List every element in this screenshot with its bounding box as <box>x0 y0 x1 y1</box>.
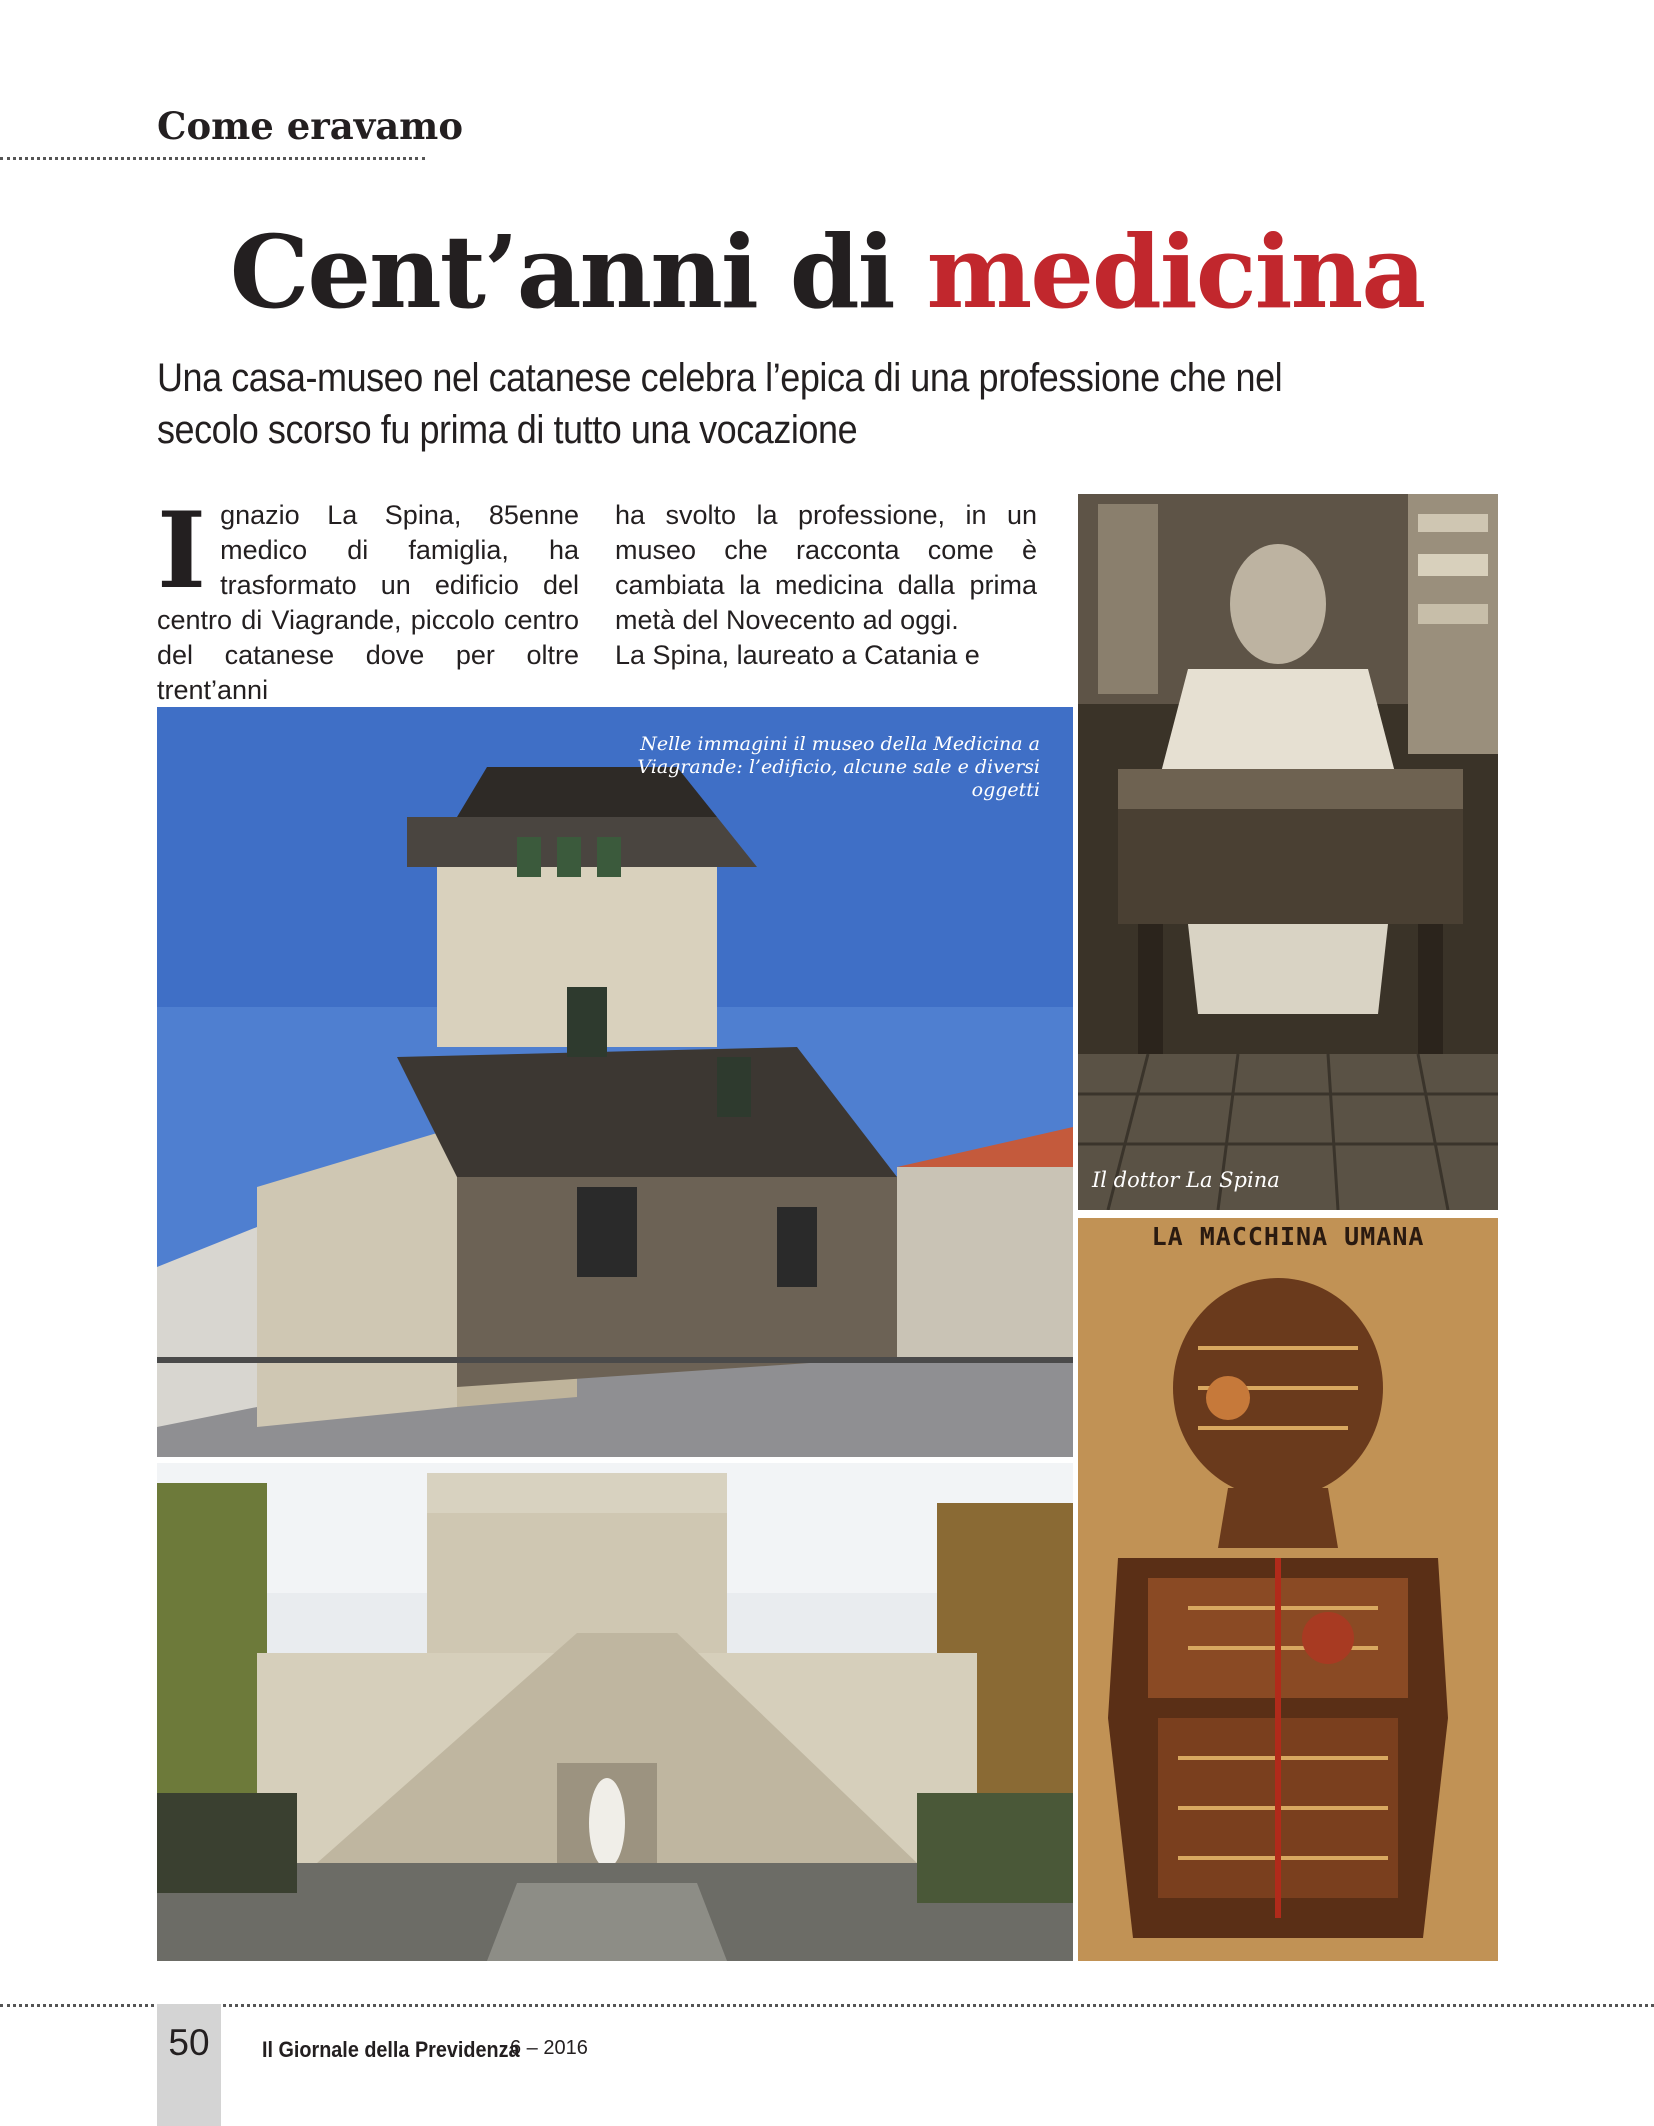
article-column-1 <box>157 488 579 708</box>
bottom-dotted-rule <box>0 2004 1654 2007</box>
drop-cap: I <box>157 488 207 612</box>
macchina-poster-title: LA MACCHINA UMANA <box>1151 1222 1425 1251</box>
article-column-2 <box>615 498 1037 673</box>
article-text-col2-p2: La Spina, laureato a Catania e <box>615 640 980 670</box>
main-photo-caption: Nelle immagini il museo della Medicina a Viagrande: l’edificio, alcune sale e diversi oggetti <box>637 733 1040 801</box>
top-dotted-rule <box>0 157 425 160</box>
article-text-col1: gnazio La Spina, 85enne medico di famiglia, ha trasformato un edificio del centro di Viagrande, piccolo centro del catanese dove per oltre trent’anni <box>157 500 579 705</box>
photo-macchina-umana <box>1078 1218 1498 1961</box>
footer-publication: Il Giornale della Previdenza <box>262 2037 520 2062</box>
photo-garden <box>157 1463 1073 1961</box>
page-number: 50 <box>168 2022 210 2063</box>
doctor-photo-caption: Il dottor La Spina <box>1092 1168 1280 1192</box>
photo-doctor <box>1078 494 1498 1210</box>
headline-accent: medicina <box>926 213 1425 331</box>
headline <box>0 213 1654 331</box>
section-label: Come eravamo <box>157 104 464 148</box>
headline-main: Cent’anni di <box>229 213 927 331</box>
photo-palazzo <box>157 707 1073 1457</box>
subtitle: Una casa-museo nel catanese celebra l’epica di una professione che nel secolo scorso fu prima di tutto una vocazione <box>157 356 1283 452</box>
article-text-col2-p1: ha svolto la professione, in un museo che racconta come è cambiata la medicina dalla prima metà del Novecento ad oggi. <box>615 500 1037 635</box>
footer-issue: 6 – 2016 <box>510 2037 588 2059</box>
